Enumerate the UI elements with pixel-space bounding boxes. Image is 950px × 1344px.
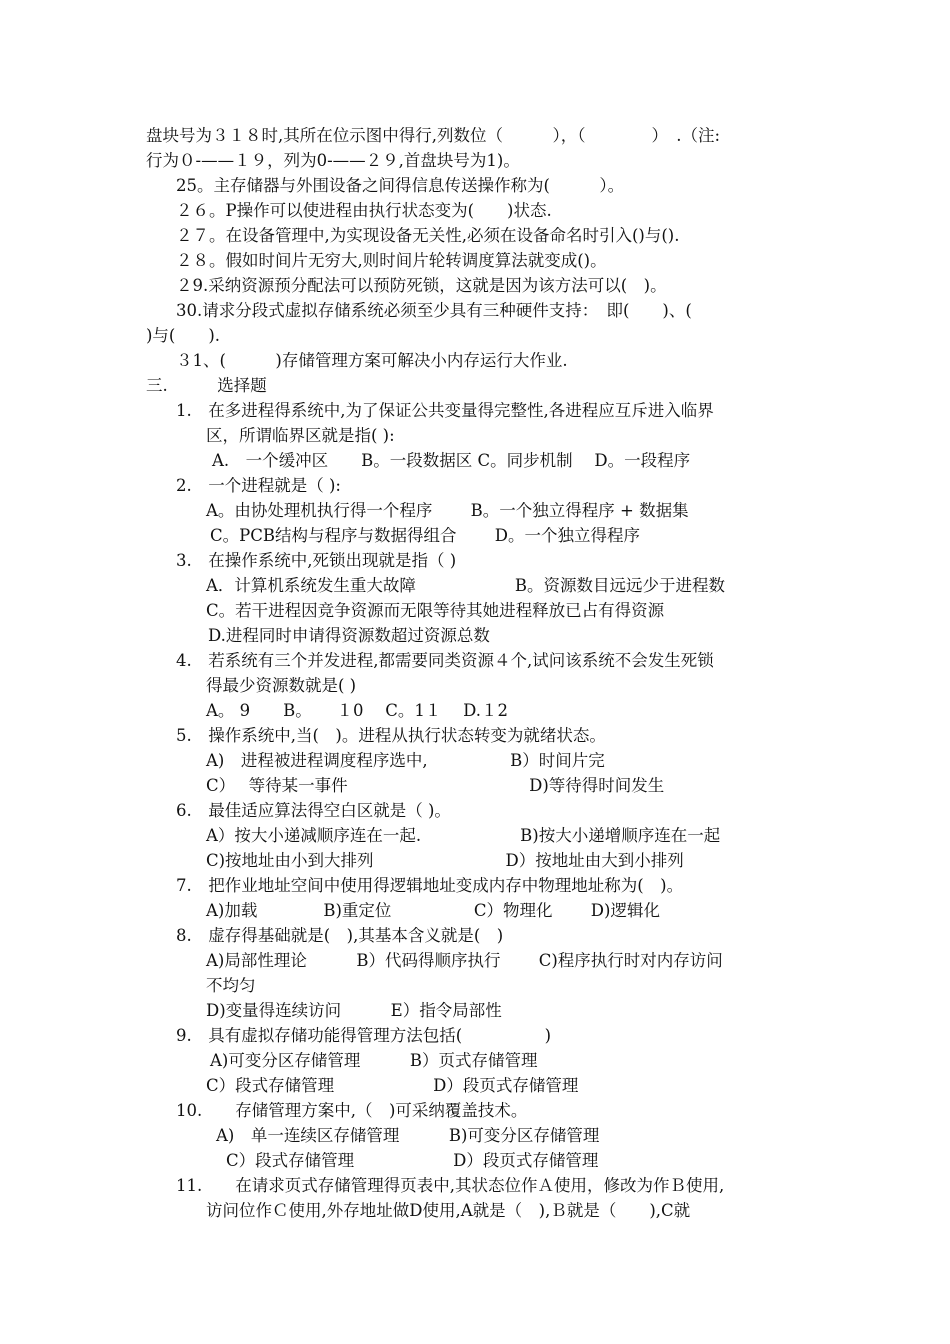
text-line: ３1、( )存储管理方案可解决小内存运行大作业. (176, 351, 568, 370)
option-line: C。PCB结构与程序与数据得组合 D。一个独立得程序 (210, 526, 640, 545)
option-line: C。若干进程因竞争资源而无限等待其她进程释放已占有得资源 (206, 601, 665, 620)
question-line: 3. 在操作系统中,死锁出现就是指（ ) (176, 551, 457, 570)
question-line: 9. 具有虚拟存储功能得管理方法包括( ) (176, 1026, 552, 1045)
option-line: C）段式存储管理 D）段页式存储管理 (226, 1151, 599, 1170)
option-line: C）段式存储管理 D）段页式存储管理 (206, 1076, 579, 1095)
option-line: A。由协处理机执行得一个程序 B。一个独立得程序 + 数据集 (206, 501, 689, 520)
text-line: ２８。假如时间片无穷大,则时间片轮转调度算法就变成()。 (176, 251, 607, 270)
text-line: ２9.采纳资源预分配法可以预防死锁，这就是因为该方法可以( )。 (176, 276, 667, 295)
option-line: A)局部性理论 B）代码得顺序执行 C)程序执行时对内存访问 (206, 951, 723, 970)
option-line: 不均匀 (206, 976, 256, 995)
question-line: 5. 操作系统中,当( )。进程从执行状态转变为就绪状态。 (176, 726, 606, 745)
question-line: 10. 存储管理方案中,（ )可采纳覆盖技术。 (176, 1101, 528, 1120)
option-line: A）按大小递减顺序连在一起. B)按大小递增顺序连在一起 (206, 826, 721, 845)
option-line: A. 一个缓冲区 B。一段数据区 C。同步机制 D。一段程序 (212, 451, 691, 470)
question-line: 6. 最佳适应算法得空白区就是（ )。 (176, 801, 451, 820)
text-line: ２７。在设备管理中,为实现设备无关性,必须在设备命名时引入()与(). (176, 226, 680, 245)
option-line: D)变量得连续访问 E）指令局部性 (206, 1001, 502, 1020)
option-line: C） 等待某一事件 D)等待得时间发生 (206, 776, 665, 795)
text-line: 30.请求分段式虚拟存储系统必须至少具有三种硬件支持： 即( )、( (176, 301, 692, 320)
text-line: 行为０-——１９，列为0-——２９,首盘块号为1)。 (146, 151, 520, 170)
question-line: 1. 在多进程得系统中,为了保证公共变量得完整性,各进程应互斥进入临界 (176, 401, 714, 420)
text-line: )与( ). (146, 326, 221, 345)
option-line: A) 单一连续区存储管理 B)可变分区存储管理 (216, 1126, 600, 1145)
option-line: A)可变分区存储管理 B）页式存储管理 (210, 1051, 538, 1070)
option-line: C)按地址由小到大排列 D）按地址由大到小排列 (206, 851, 684, 870)
option-line: A)加载 B)重定位 C）物理化 D)逻辑化 (206, 901, 660, 920)
question-line: 8. 虚存得基础就是( ),其基本含义就是( ) (176, 926, 504, 945)
question-line: 7. 把作业地址空间中使用得逻辑地址变成内存中物理地址称为( )。 (176, 876, 684, 895)
text-line: 25。主存储器与外围设备之间得信息传送操作称为( ）。 (176, 176, 625, 195)
question-line: 11. 在请求页式存储管理得页表中,其状态位作Ａ使用，修改为作Ｂ使用, (176, 1176, 725, 1195)
text-line: ２６。P操作可以使进程由执行状态变为( )状态. (176, 201, 552, 220)
question-line: 访问位作Ｃ使用,外存地址做D使用,A就是（ ),Ｂ就是（ ),C就 (206, 1201, 691, 1220)
option-line: A。 9 B。 １0 C。1１ D.１2 (206, 701, 509, 720)
question-line: 区，所谓临界区就是指( ): (206, 426, 395, 445)
text-line: 盘块号为３１８时,其所在位示图中得行,列数位（ ），（ ） .（注: (146, 126, 721, 145)
option-line: D.进程同时申请得资源数超过资源总数 (208, 626, 490, 645)
option-line: A) 进程被进程调度程序选中, B）时间片完 (206, 751, 605, 770)
question-line: 4. 若系统有三个并发进程,都需要同类资源４个,试问该系统不会发生死锁 (176, 651, 714, 670)
question-line: 2. 一个进程就是（ ): (176, 476, 341, 495)
section-heading: 三. 选择题 (146, 376, 267, 395)
option-line: A．计算机系统发生重大故障 B。资源数目远远少于进程数 (206, 576, 726, 595)
question-line: 得最少资源数就是( ) (206, 676, 357, 695)
